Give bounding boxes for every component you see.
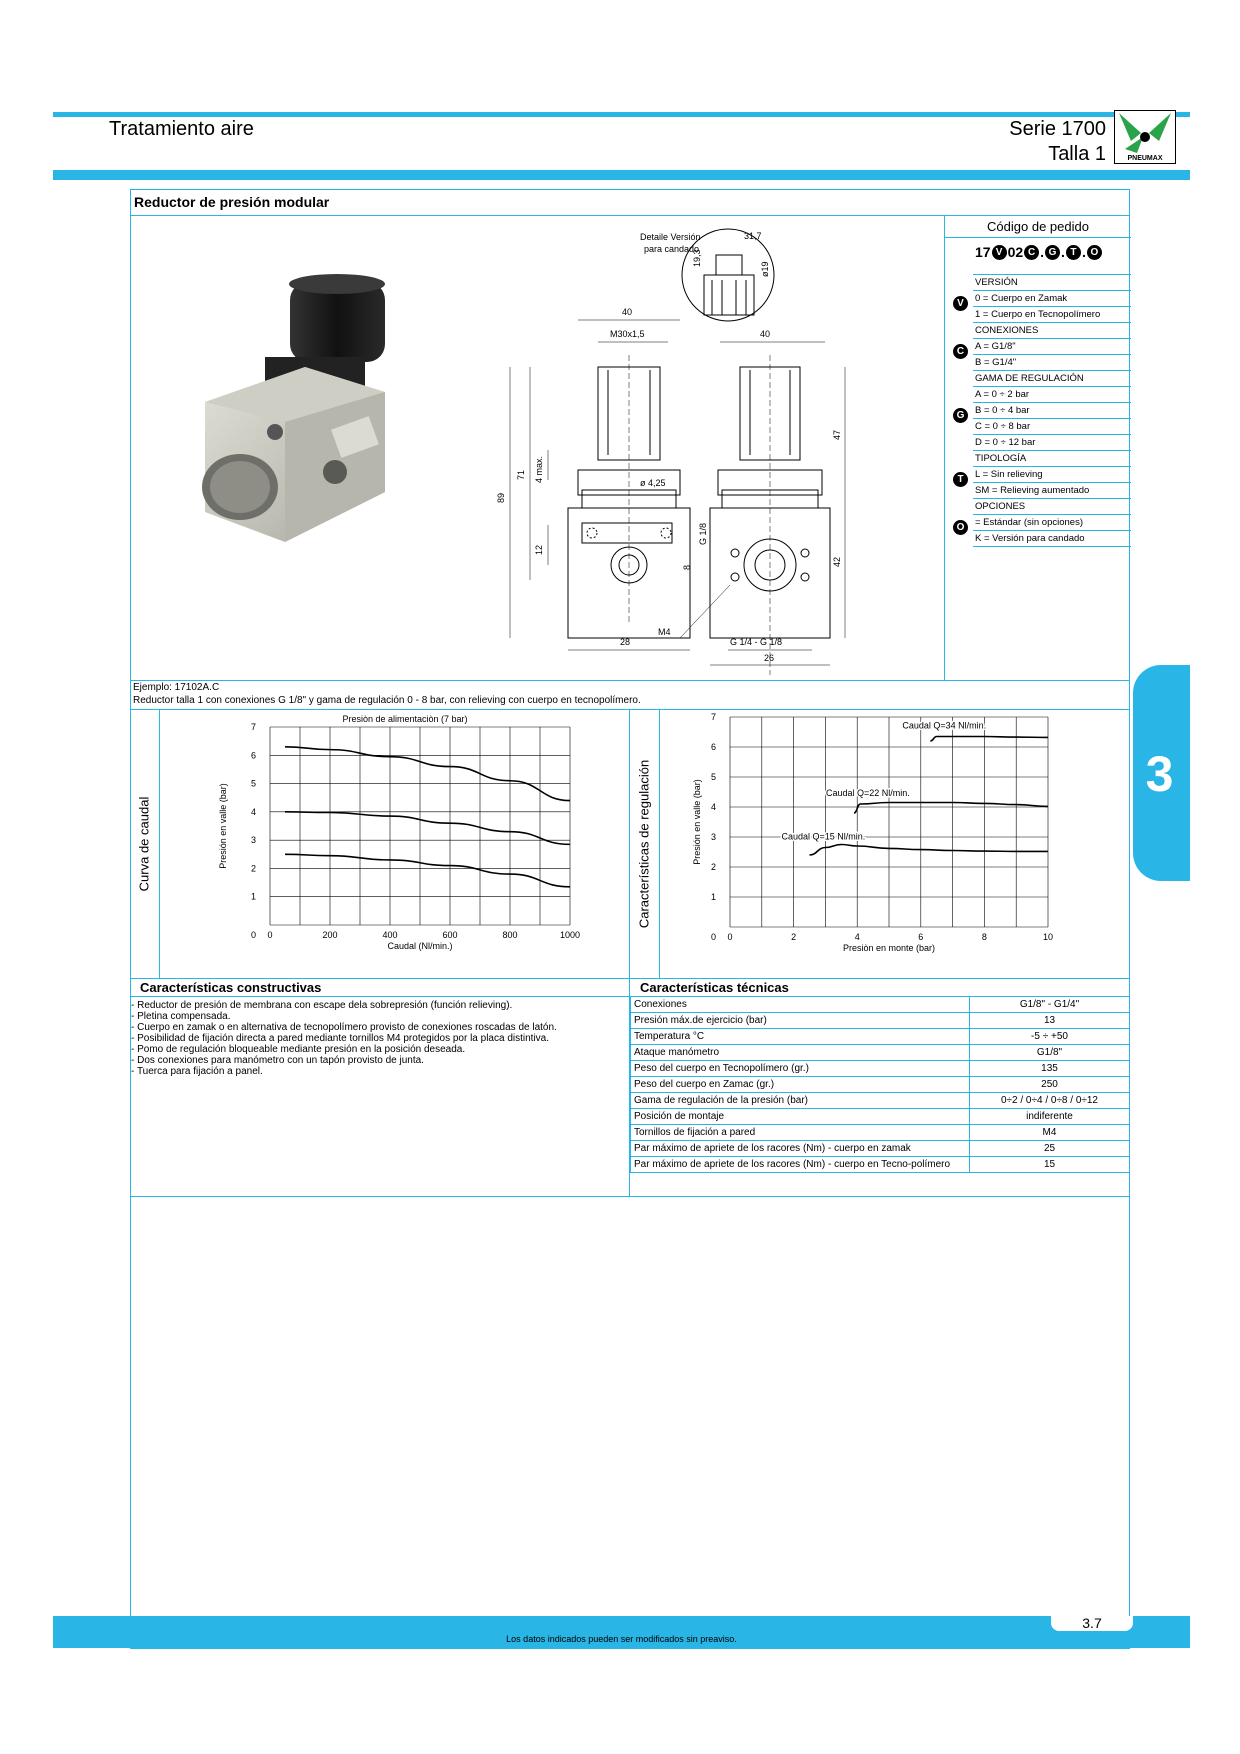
content-bottom-rule — [130, 1196, 1130, 1197]
svg-text:40: 40 — [760, 329, 771, 339]
badge-o-icon: O — [953, 520, 968, 535]
technical-row — [631, 1077, 1130, 1093]
header-top-bar — [53, 112, 1190, 117]
footer-bar — [53, 1616, 1190, 1648]
y-tick-label: 1 — [250, 891, 256, 902]
technical-value: 15 — [970, 1157, 1130, 1173]
origin-label: 0 — [710, 932, 716, 942]
svg-text:31,7: 31,7 — [744, 231, 762, 241]
y-axis-label: Presión en valle (bar) — [692, 779, 702, 865]
svg-text:28: 28 — [620, 637, 631, 647]
svg-text:26: 26 — [764, 653, 775, 663]
svg-text:PNEUMAX: PNEUMAX — [1127, 155, 1163, 162]
technical-value: indiferente — [970, 1109, 1130, 1125]
svg-text:ø 4,25: ø 4,25 — [640, 478, 666, 488]
example-description: Reductor talla 1 con conexiones G 1/8" y gama de regulación 0 - 8 bar, con relieving con cuerpo en tecnopolímero. — [133, 695, 641, 706]
technical-label: Peso del cuerpo en Tecnopolímero (gr.) — [631, 1061, 970, 1077]
serie-label: Serie 1700 — [1009, 118, 1106, 140]
x-tick-label: 8 — [981, 932, 987, 942]
technical-row — [631, 1157, 1130, 1173]
x-tick-label: 0 — [727, 932, 733, 942]
technical-title: Características técnicas — [640, 980, 789, 995]
main-title: Reductor de presión modular — [134, 194, 330, 210]
technical-value: 0÷2 / 0÷4 / 0÷8 / 0÷12 — [970, 1093, 1130, 1109]
badge-t-icon: T — [1066, 245, 1081, 260]
x-tick-label: 600 — [442, 930, 458, 940]
technical-value: 13 — [970, 1013, 1130, 1029]
technical-value: 135 — [970, 1061, 1130, 1077]
product-photo — [185, 272, 435, 562]
type-row: L = Sin relieving — [973, 467, 1131, 483]
y-tick-label: 7 — [250, 722, 256, 732]
technical-label: Posición de montaje — [631, 1109, 970, 1125]
x-tick-label: 6 — [918, 932, 924, 942]
technical-value: 250 — [970, 1077, 1130, 1093]
technical-label: Presión máx.de ejercicio (bar) — [631, 1013, 970, 1029]
x-tick-label: 1000 — [559, 930, 581, 940]
svg-text:71: 71 — [516, 469, 526, 480]
chapter-tab — [1133, 665, 1190, 881]
technical-drawing — [490, 225, 950, 675]
pneumax-logo — [1114, 110, 1176, 164]
svg-text:Detaile Versión: Detaile Versión — [640, 232, 701, 242]
options-row: = Estándar (sin opciones) — [973, 515, 1131, 531]
y-tick-label: 3 — [710, 832, 716, 842]
y-tick-label: 2 — [250, 863, 256, 874]
technical-label: Conexiones — [631, 997, 970, 1013]
order-code-panel — [944, 216, 1130, 680]
construction-item: - Dos conexiones para manómetro con un tapón provisto de junta. — [131, 1055, 629, 1066]
technical-value: G1/8" - G1/4" — [970, 997, 1130, 1013]
technical-label: Par máximo de apriete de los racores (Nm) - cuerpo en Tecno-polímero — [631, 1157, 970, 1173]
svg-text:12: 12 — [534, 544, 544, 555]
y-tick-label: 5 — [710, 772, 716, 782]
pneumax-logo-icon — [1115, 111, 1175, 163]
example-code: Ejemplo: 17102A.C — [133, 682, 220, 693]
series-label: Caudal Q=22 Nl/min. — [826, 788, 910, 798]
range-row: A = 0 ÷ 2 bar — [973, 387, 1131, 403]
options-row: K = Versión para candado — [973, 531, 1131, 547]
svg-text:para candado: para candado — [644, 244, 700, 254]
dimension-drawing — [490, 225, 950, 675]
y-tick-label: 5 — [250, 778, 256, 789]
range-row: D = 0 ÷ 12 bar — [973, 435, 1131, 451]
svg-text:G 1/4 - G 1/8: G 1/4 - G 1/8 — [730, 637, 783, 647]
svg-text:G 1/8: G 1/8 — [698, 522, 708, 545]
svg-text:4 max.: 4 max. — [534, 455, 544, 483]
y-tick-label: 1 — [710, 892, 716, 902]
technical-value: -5 ÷ +50 — [970, 1029, 1130, 1045]
connections-heading: CONEXIONES — [973, 323, 1131, 339]
series-line — [810, 845, 1049, 856]
technical-label: Temperatura °C — [631, 1029, 970, 1045]
regulation-chart — [660, 710, 1130, 978]
technical-row — [631, 1045, 1130, 1061]
series-line — [930, 737, 1048, 742]
type-heading: TIPOLOGÍA — [973, 451, 1131, 467]
svg-text:89: 89 — [496, 492, 506, 503]
series-label: Caudal Q=15 Nl/min. — [781, 831, 866, 842]
talla-label: Talla 1 — [1048, 143, 1106, 165]
y-tick-label: 6 — [250, 750, 256, 761]
badge-c-icon: C — [1024, 245, 1039, 260]
construction-list — [130, 997, 629, 1077]
page-number: 3.7 — [1082, 1615, 1102, 1631]
version-heading: VERSIÓN — [973, 275, 1131, 291]
construction-item: - Pletina compensada. — [131, 1011, 629, 1022]
x-tick-label: 200 — [322, 930, 338, 940]
regulator-image — [185, 272, 435, 562]
series-line — [285, 812, 570, 845]
technical-row — [631, 1093, 1130, 1109]
technical-value: G1/8" — [970, 1045, 1130, 1061]
x-tick-label: 2 — [791, 932, 797, 942]
x-tick-label: 800 — [502, 930, 518, 940]
chart-title: Presiòn de alimentaciòn (7 bar) — [342, 714, 468, 724]
order-code-string: 17 V 02 C . G . T . O — [975, 244, 1102, 260]
connections-row: B = G1/4" — [973, 355, 1131, 371]
y-tick-label: 3 — [250, 835, 256, 846]
construction-section — [130, 978, 630, 1196]
flow-curve-chart — [160, 710, 630, 978]
y-tick-label: 4 — [250, 806, 256, 817]
badge-t-icon: T — [953, 472, 968, 487]
construction-item: - Posibilidad de fijación directa a pared mediante tornillos M4 protegidos por la placa distintiva. — [131, 1033, 629, 1044]
y-tick-label: 2 — [710, 862, 716, 872]
series-line — [854, 803, 1048, 814]
technical-row — [631, 1029, 1130, 1045]
series-line — [285, 747, 570, 801]
badge-c-icon: C — [953, 344, 968, 359]
x-tick-label: 4 — [854, 932, 860, 942]
range-row: C = 0 ÷ 8 bar — [973, 419, 1131, 435]
y-tick-label: 7 — [710, 712, 716, 722]
badge-v-icon: V — [953, 296, 968, 311]
x-axis-label: Presiòn en monte (bar) — [842, 943, 936, 953]
technical-row — [631, 1061, 1130, 1077]
charts-row — [130, 710, 1130, 978]
technical-label: Gama de regulación de la presión (bar) — [631, 1093, 970, 1109]
curve-left-label: Curva de caudal — [136, 796, 152, 892]
construction-item: - Reductor de presión de membrana con escape dela sobrepresión (función relieving). — [131, 1000, 629, 1011]
technical-label: Ataque manómetro — [631, 1045, 970, 1061]
y-axis-label: Presión en valle (bar) — [218, 783, 228, 869]
technical-row — [631, 997, 1130, 1013]
connections-row: A = G1/8" — [973, 339, 1131, 355]
svg-text:40: 40 — [622, 307, 633, 317]
svg-text:ø19: ø19 — [760, 261, 770, 277]
technical-label: Par máximo de apriete de los racores (Nm) - cuerpo en zamak — [631, 1141, 970, 1157]
badge-v-icon: V — [992, 245, 1007, 260]
series-label: Caudal Q=34 Nl/min. — [902, 720, 987, 731]
page-number-box — [1051, 1616, 1133, 1631]
example-block — [130, 680, 1130, 710]
technical-table — [630, 996, 1130, 1173]
construction-item: - Cuerpo en zamak o en alternativa de tecnopolímero provisto de conexiones roscadas de latón. — [131, 1022, 629, 1033]
series-line — [285, 854, 570, 887]
order-code-title: Código de pedido — [945, 216, 1131, 238]
version-row: 1 = Cuerpo en Tecnopolímero — [973, 307, 1131, 323]
origin-label: 0 — [250, 930, 256, 940]
y-tick-label: 4 — [710, 802, 716, 812]
technical-value: M4 — [970, 1125, 1130, 1141]
x-tick-label: 0 — [267, 930, 273, 940]
technical-label: Tornillos de fijación a pared — [631, 1125, 970, 1141]
curve-right-label: Características de regulación — [636, 759, 652, 929]
svg-text:42: 42 — [832, 556, 842, 567]
svg-text:47: 47 — [832, 429, 842, 440]
construction-item: - Pomo de regulación bloqueable mediante presión en la posición deseada. — [131, 1044, 629, 1055]
svg-text:M30x1,5: M30x1,5 — [610, 329, 645, 339]
section-title: Tratamiento aire — [109, 118, 254, 140]
svg-text:M4: M4 — [658, 627, 671, 637]
range-heading: GAMA DE REGULACIÓN — [973, 371, 1131, 387]
technical-row — [631, 1013, 1130, 1029]
main-title-bar — [130, 189, 1130, 216]
chapter-number: 3 — [1145, 746, 1174, 802]
construction-item: - Tuerca para fijación a panel. — [131, 1066, 629, 1077]
range-row: B = 0 ÷ 4 bar — [973, 403, 1131, 419]
svg-text:8: 8 — [682, 564, 692, 570]
svg-text:19,3: 19,3 — [692, 249, 702, 267]
technical-row — [631, 1109, 1130, 1125]
badge-g-icon: G — [953, 408, 968, 423]
technical-value: 25 — [970, 1141, 1130, 1157]
technical-row — [631, 1125, 1130, 1141]
technical-row — [631, 1141, 1130, 1157]
header-bottom-bar — [53, 170, 1190, 180]
badge-o-icon: O — [1087, 245, 1102, 260]
order-code-table — [973, 274, 1131, 547]
type-row: SM = Relieving aumentado — [973, 483, 1131, 499]
x-axis-label: Caudal (Nl/min.) — [387, 941, 453, 951]
technical-label: Peso del cuerpo en Zamac (gr.) — [631, 1077, 970, 1093]
technical-section — [630, 978, 1130, 998]
options-heading: OPCIONES — [973, 499, 1131, 515]
version-row: 0 = Cuerpo en Zamak — [973, 291, 1131, 307]
badge-g-icon: G — [1045, 245, 1060, 260]
x-tick-label: 400 — [382, 930, 398, 940]
construction-title: Características constructivas — [130, 979, 629, 997]
x-tick-label: 10 — [1042, 932, 1054, 942]
footer-note: Los datos indicados pueden ser modificados sin preaviso. — [506, 1634, 737, 1644]
y-tick-label: 6 — [710, 742, 716, 752]
